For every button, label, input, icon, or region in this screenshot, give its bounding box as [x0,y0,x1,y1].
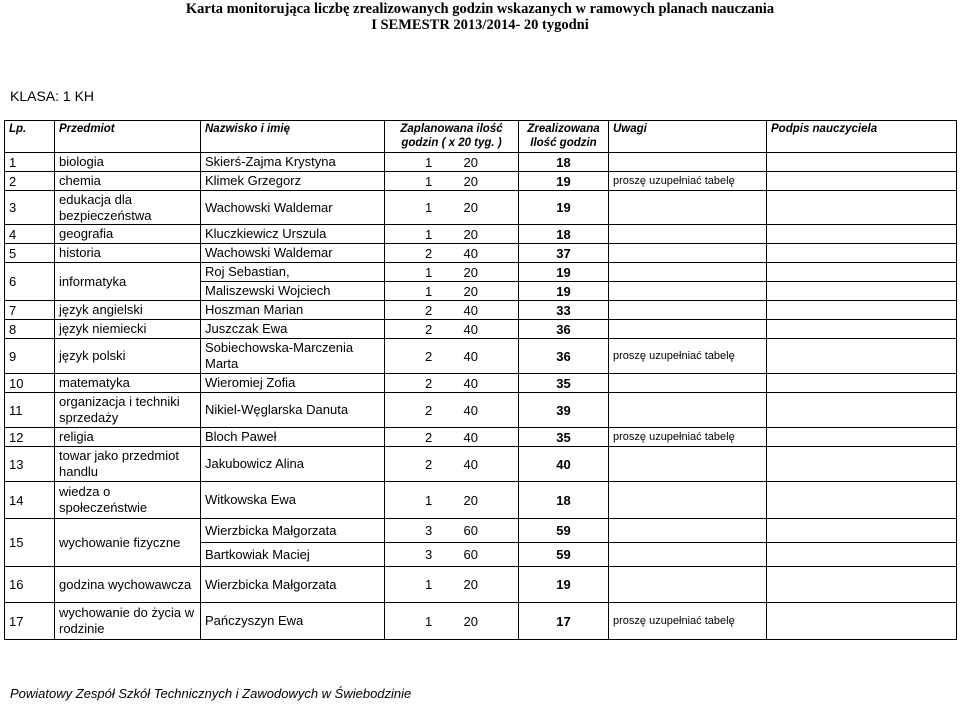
header-signature: Podpis nauczyciela [767,121,957,153]
row-done: 40 [519,447,609,482]
row-signature[interactable] [767,603,957,640]
row-done: 59 [519,543,609,567]
row-planned [385,282,519,301]
row-teacher: Wierzbicka Małgorzata [201,519,385,543]
row-subject: język polski [55,339,201,374]
table-row [5,447,957,482]
row-done: 35 [519,374,609,393]
row-done: 18 [519,225,609,244]
row-note [609,447,767,482]
row-subject: wiedza o społeczeństwie [55,482,201,519]
row-weekly-hours: 1 [425,283,433,299]
row-done: 18 [519,482,609,519]
table-row [5,339,957,374]
row-signature[interactable] [767,191,957,225]
row-signature[interactable] [767,339,957,374]
row-signature[interactable] [767,263,957,282]
row-done: 36 [519,320,609,339]
row-planned-hours: 40 [463,321,478,337]
row-planned-hours: 20 [463,173,478,189]
document-title: Karta monitorująca liczbę zrealizowanych godzin wskazanych w ramowych planach nauczania [185,1,775,17]
row-teacher: Wierzbicka Małgorzata [201,567,385,603]
table-row [5,393,957,428]
row-signature[interactable] [767,320,957,339]
row-planned [385,428,519,447]
row-planned [385,482,519,519]
row-planned-hours: 60 [463,547,478,562]
row-weekly-hours: 1 [425,200,433,215]
row-lp: 16 [5,567,55,603]
row-done: 33 [519,301,609,320]
row-lp: 7 [5,301,55,320]
row-weekly-hours: 1 [425,226,433,242]
row-done: 59 [519,519,609,543]
row-done: 19 [519,263,609,282]
row-lp: 13 [5,447,55,482]
row-note [609,301,767,320]
semester-subtitle: I SEMESTR 2013/2014- 20 tygodni [371,17,589,33]
row-subject: edukacja dla bezpieczeństwa [55,191,201,225]
row-planned-hours: 40 [463,348,478,364]
row-done: 39 [519,393,609,428]
row-planned [385,172,519,191]
row-planned-hours: 20 [463,283,478,299]
class-label: KLASA: 1 KH [10,88,95,104]
row-signature[interactable] [767,225,957,244]
row-teacher: Hoszman Marian [201,301,385,320]
header-done: Zrealizowana Ilość godzin [519,121,609,153]
row-teacher: Klimek Grzegorz [201,172,385,191]
row-weekly-hours: 2 [425,456,433,472]
row-subject: matematyka [55,374,201,393]
school-footer: Powiatowy Zespół Szkół Technicznych i Zawodowych w Świebodzinie [10,686,412,701]
row-note [609,225,767,244]
row-subject: religia [55,428,201,447]
hours-table [4,120,957,640]
row-note: proszę uzupełniać tabelę [609,428,767,447]
row-planned-hours: 20 [463,613,478,629]
row-lp: 4 [5,225,55,244]
row-teacher: Juszczak Ewa [201,320,385,339]
table-body [5,153,957,640]
header-notes: Uwagi [609,121,767,153]
row-planned [385,374,519,393]
row-note [609,320,767,339]
row-lp: 3 [5,191,55,225]
row-signature[interactable] [767,482,957,519]
header-planned: Zaplanowana ilość godzin ( x 20 tyg. ) [385,121,519,153]
row-note [609,282,767,301]
row-planned-hours: 20 [463,264,478,280]
row-note: proszę uzupełniać tabelę [609,172,767,191]
row-weekly-hours: 2 [425,245,433,261]
row-teacher: Skierś-Zajma Krystyna [201,153,385,172]
row-subject: organizacja i techniki sprzedaży [55,393,201,428]
row-teacher: Sobiechowska-Marczenia Marta [201,339,385,374]
row-planned-hours: 20 [463,200,478,215]
table-row [5,172,957,191]
row-weekly-hours: 3 [425,523,433,538]
row-signature[interactable] [767,301,957,320]
table-row [5,320,957,339]
row-planned [385,320,519,339]
row-note [609,567,767,603]
row-teacher: Kluczkiewicz Urszula [201,225,385,244]
row-signature[interactable] [767,428,957,447]
row-subject: historia [55,244,201,263]
row-subject: wychowanie fizyczne [55,519,201,567]
row-note: proszę uzupełniać tabelę [609,603,767,640]
row-subject: geografia [55,225,201,244]
row-planned [385,244,519,263]
row-planned [385,567,519,603]
row-planned-hours: 40 [463,245,478,261]
table-row [5,519,957,543]
row-teacher: Jakubowicz Alina [201,447,385,482]
row-planned [385,263,519,282]
row-planned [385,519,519,543]
row-subject: język angielski [55,301,201,320]
row-teacher: Pańczyszyn Ewa [201,603,385,640]
row-teacher: Witkowska Ewa [201,482,385,519]
row-planned-hours: 60 [463,523,478,538]
row-weekly-hours: 1 [425,613,433,629]
row-signature[interactable] [767,447,957,482]
table-row [5,374,957,393]
table-row [5,428,957,447]
row-weekly-hours: 2 [425,402,433,418]
row-done: 37 [519,244,609,263]
row-teacher: Bloch Paweł [201,428,385,447]
row-planned-hours: 20 [463,492,478,508]
row-planned [385,153,519,172]
row-note [609,244,767,263]
row-note [609,191,767,225]
row-planned [385,301,519,320]
row-done: 19 [519,567,609,603]
row-note [609,519,767,543]
row-lp: 10 [5,374,55,393]
row-planned-hours: 40 [463,302,478,318]
row-note [609,374,767,393]
row-lp: 9 [5,339,55,374]
row-planned [385,191,519,225]
row-note [609,153,767,172]
table-row [5,301,957,320]
row-done: 36 [519,339,609,374]
row-done: 17 [519,603,609,640]
row-weekly-hours: 1 [425,577,433,592]
header-subject: Przedmiot [55,121,201,153]
table-row [5,191,957,225]
row-planned-hours: 40 [463,375,478,391]
row-signature[interactable] [767,282,957,301]
row-teacher: Maliszewski Wojciech [201,282,385,301]
row-subject: biologia [55,153,201,172]
row-lp: 1 [5,153,55,172]
row-teacher: Wachowski Waldemar [201,191,385,225]
row-planned [385,603,519,640]
header-lp: Lp. [5,121,55,153]
row-weekly-hours: 2 [425,321,433,337]
row-lp: 12 [5,428,55,447]
row-subject: godzina wychowawcza [55,567,201,603]
row-lp: 17 [5,603,55,640]
table-row [5,567,957,603]
row-weekly-hours: 3 [425,547,433,562]
row-planned [385,225,519,244]
row-planned-hours: 20 [463,226,478,242]
row-teacher: Wieromiej Zofia [201,374,385,393]
table-row [5,603,957,640]
row-teacher: Nikiel-Węglarska Danuta [201,393,385,428]
table-row [5,263,957,282]
row-planned [385,447,519,482]
row-subject: informatyka [55,263,201,301]
row-signature[interactable] [767,567,957,603]
row-lp: 2 [5,172,55,191]
row-signature[interactable] [767,374,957,393]
row-signature[interactable] [767,153,957,172]
table-row [5,244,957,263]
row-done: 18 [519,153,609,172]
row-planned [385,339,519,374]
row-note [609,263,767,282]
row-planned-hours: 40 [463,402,478,418]
row-lp: 14 [5,482,55,519]
row-teacher: Roj Sebastian, [201,263,385,282]
row-signature[interactable] [767,172,957,191]
row-lp: 8 [5,320,55,339]
header-teacher: Nazwisko i imię [201,121,385,153]
row-planned-hours: 40 [463,429,478,445]
row-done: 19 [519,172,609,191]
table-row [5,482,957,519]
row-done: 19 [519,191,609,225]
row-subject: towar jako przedmiot handlu [55,447,201,482]
row-weekly-hours: 1 [425,264,433,280]
row-lp: 6 [5,263,55,301]
row-weekly-hours: 1 [425,154,433,170]
row-weekly-hours: 2 [425,429,433,445]
row-note [609,482,767,519]
row-planned-hours: 20 [463,154,478,170]
row-subject: język niemiecki [55,320,201,339]
row-done: 35 [519,428,609,447]
row-planned [385,393,519,428]
row-signature[interactable] [767,543,957,567]
row-lp: 15 [5,519,55,567]
row-planned-hours: 20 [463,577,478,592]
row-done: 19 [519,282,609,301]
row-planned-hours: 40 [463,456,478,472]
row-signature[interactable] [767,244,957,263]
row-lp: 5 [5,244,55,263]
row-signature[interactable] [767,519,957,543]
row-subject: chemia [55,172,201,191]
row-note [609,393,767,428]
row-signature[interactable] [767,393,957,428]
row-planned [385,543,519,567]
row-note [609,543,767,567]
row-weekly-hours: 2 [425,302,433,318]
row-weekly-hours: 1 [425,173,433,189]
row-teacher: Wachowski Waldemar [201,244,385,263]
table-header-row [5,121,957,153]
row-teacher: Bartkowiak Maciej [201,543,385,567]
row-weekly-hours: 2 [425,348,433,364]
row-note: proszę uzupełniać tabelę [609,339,767,374]
table-row [5,153,957,172]
table-row [5,225,957,244]
row-weekly-hours: 2 [425,375,433,391]
row-lp: 11 [5,393,55,428]
row-subject: wychowanie do życia w rodzinie [55,603,201,640]
row-weekly-hours: 1 [425,492,433,508]
